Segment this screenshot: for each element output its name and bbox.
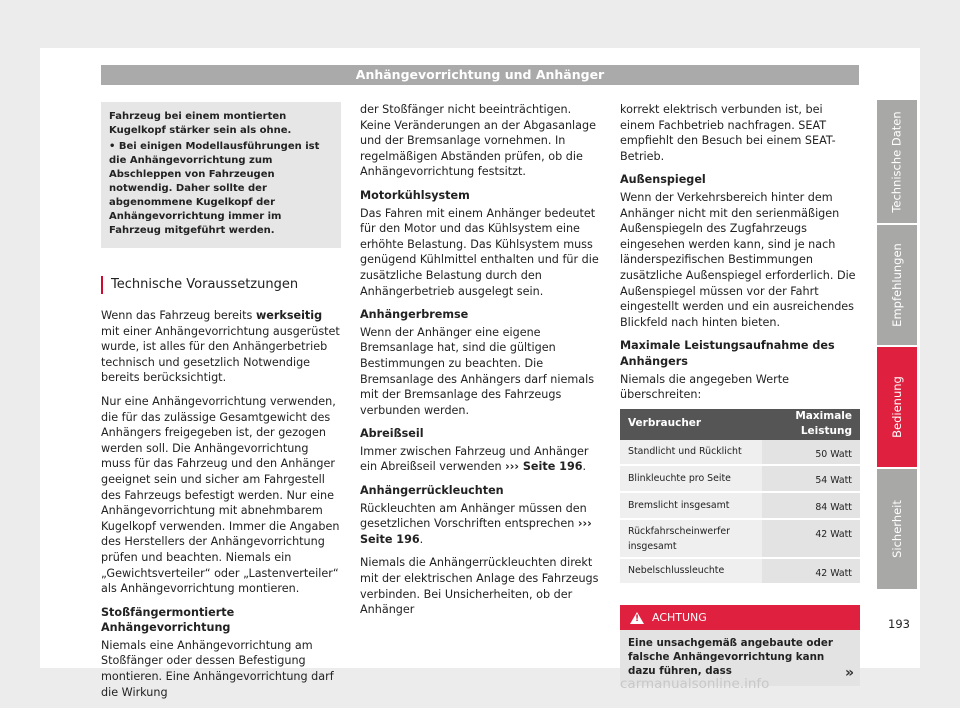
table-row [620, 519, 860, 558]
subheading: Abreißseil [360, 427, 424, 441]
table-cell: Standlicht und Rücklicht [620, 440, 762, 466]
paragraph: Wenn der Anhänger eine eigene Bremsanlage hat, sind die gültigen Bestimmungen zu beachten. Die Bremsanlage des Anhängers darf niemals mit der Bremsanlage des Fahrzeugs verbunden werden. [360, 325, 595, 417]
subheading: Außenspiegel [620, 173, 706, 187]
column-3 [620, 102, 860, 686]
paragraph: korrekt elektrisch verbunden ist, bei einem Fachbetrieb nachfragen. SEAT empfiehlt den Besuch bei einem SEAT-Betrieb. [620, 103, 836, 163]
table-cell: 50 Watt [762, 440, 860, 466]
table-header: Verbraucher [620, 409, 762, 440]
table-row [620, 465, 860, 492]
warning-header [620, 605, 860, 630]
table-cell: 42 Watt [762, 558, 860, 585]
paragraph: Niemals eine Anhängevorrichtung am Stoßfänger oder dessen Befestigung montieren. Eine Anhängevorrichtung darf die Wirkung [101, 638, 334, 699]
table-row [620, 440, 860, 466]
table-header-row [620, 409, 860, 440]
table-cell: Rückfahrscheinwerfer insgesamt [620, 519, 762, 558]
paragraph: Wenn der Verkehrsbereich hinter dem Anhänger nicht mit den serienmäßigen Außenspiegeln des Zugfahrzeugs eingesehen werden kann, sind je nach länderspezifischen Bestimmungen zusätzliche Außenspiegel erforderlich. Die Außenspiegel müssen vor der Fahrt eingestellt werden und ein ausreichendes Blickfeld nach hinten bieten. [620, 190, 856, 329]
subheading: Maximale Leistungsaufnahme des Anhängers [620, 339, 835, 368]
table-header: Maximale Leistung [762, 409, 860, 440]
subheading: Motorkühlsystem [360, 188, 470, 202]
warning-box [620, 605, 860, 686]
tab-bedienung[interactable]: Bedienung [877, 347, 917, 467]
column-1 [101, 102, 341, 708]
emphasis-text: werkseitig [255, 309, 323, 322]
paragraph: Niemals die angegeben Werte überschreiten: [620, 372, 789, 402]
column-2 [360, 102, 600, 626]
table-cell: 54 Watt [762, 465, 860, 492]
paragraph: Wenn das Fahrzeug bereits werkseitig mit einer Anhängevorrichtung ausgerüstet wurde, ist alles für den Anhängerbetrieb technisch und gesetzlich Notwendige bereits berücksichtigt. [101, 309, 340, 385]
table-row [620, 558, 860, 585]
table-cell: Bremslicht insgesamt [620, 492, 762, 519]
paragraph: Niemals die Anhängerrückleuchten direkt mit der elektrischen Anlage des Fahrzeugs verbinden. Bei Unsicherheiten, ob der Anhänger [360, 556, 599, 617]
paragraph: Immer zwischen Fahrzeug und Anhänger ein Abreißseil verwenden ››› Seite 196. [360, 444, 589, 474]
warning-text: Eine unsachgemäß angebaute oder falsche Anhängevorrichtung kann dazu führen, dass [628, 637, 833, 678]
table-cell: 84 Watt [762, 492, 860, 519]
watermark: carmanualsonline.info [620, 676, 770, 692]
table-cell: Blinkleuchte pro Seite [620, 465, 762, 492]
page-reference-link[interactable]: ››› Seite 196 [360, 517, 592, 546]
subheading: Anhängerrückleuchten [360, 484, 504, 498]
paragraph: Das Fahren mit einem Anhänger bedeutet für den Motor und das Kühlsystem eine erhöhte Belastung. Das Kühlsystem muss genügend Kühlmittel enthalten und für die zusätzliche Belastung durch den Anhängerbetrieb ausgelegt sein. [360, 206, 599, 298]
warning-triangle-icon: ! [630, 612, 644, 624]
table-cell: Nebelschlussleuchte [620, 558, 762, 585]
table-row [620, 492, 860, 519]
paragraph: Nur eine Anhängevorrichtung verwenden, die für das zulässige Gesamtgewicht des Anhängers freigegeben ist, der gezogen werden soll. Die Anhängevorrichtung muss für das Fahrzeug und den Anhänger geeignet sein und sicher am Fahrgestell des Fahrzeugs befestigt werden. Nur eine Anhängevorrichtung mit abnehmbarem Kugelkopf verwenden. Immer die Angaben des Herstellers der Anhängevorrichtung prüfen und beachten. Niemals ein „Gewichtsverteiler“ oder „Lastenverteiler“ als Anhängevorrichtung montieren. [101, 394, 340, 596]
page-header-title: Anhängevorrichtung und Anhänger [101, 65, 859, 85]
tab-technische-daten[interactable]: Technische Daten [877, 100, 917, 223]
note-box [101, 102, 341, 248]
subheading: Stoßfängermontierte Anhängevorrichtung [101, 605, 235, 635]
section-title: Technische Voraussetzungen [101, 276, 341, 294]
tab-empfehlungen[interactable]: Empfehlungen [877, 225, 917, 345]
subheading: Anhängerbremse [360, 308, 469, 322]
tab-sicherheit[interactable]: Sicherheit [877, 469, 917, 589]
note-text: Fahrzeug bei einem montierten Kugelkopf stärker sein als ohne. [109, 111, 292, 136]
note-bullet: • Bei einigen Modellausführungen ist die Anhängevorrichtung zum Abschleppen von Fahrzeugen notwendig. Daher sollte der abgenommene Kugelkopf der Anhängevorrichtung immer im Fahrzeug mitgeführt werden. [109, 141, 320, 236]
warning-title: ACHTUNG [652, 611, 707, 625]
continue-arrow-icon: » [844, 665, 854, 682]
power-table [620, 409, 860, 586]
paragraph: Rückleuchten am Anhänger müssen den gesetzlichen Vorschriften entsprechen ››› Seite 196. [360, 501, 592, 546]
table-cell: 42 Watt [762, 519, 860, 558]
paragraph: der Stoßfänger nicht beeinträchtigen. Keine Veränderungen an der Abgasanlage und der Bremsanlage vornehmen. In regelmäßigen Abständen prüfen, ob die Anhängevorrichtung festsitzt. [360, 103, 596, 179]
page-number: 193 [888, 617, 910, 631]
page-reference-link[interactable]: ››› Seite 196 [505, 460, 583, 474]
